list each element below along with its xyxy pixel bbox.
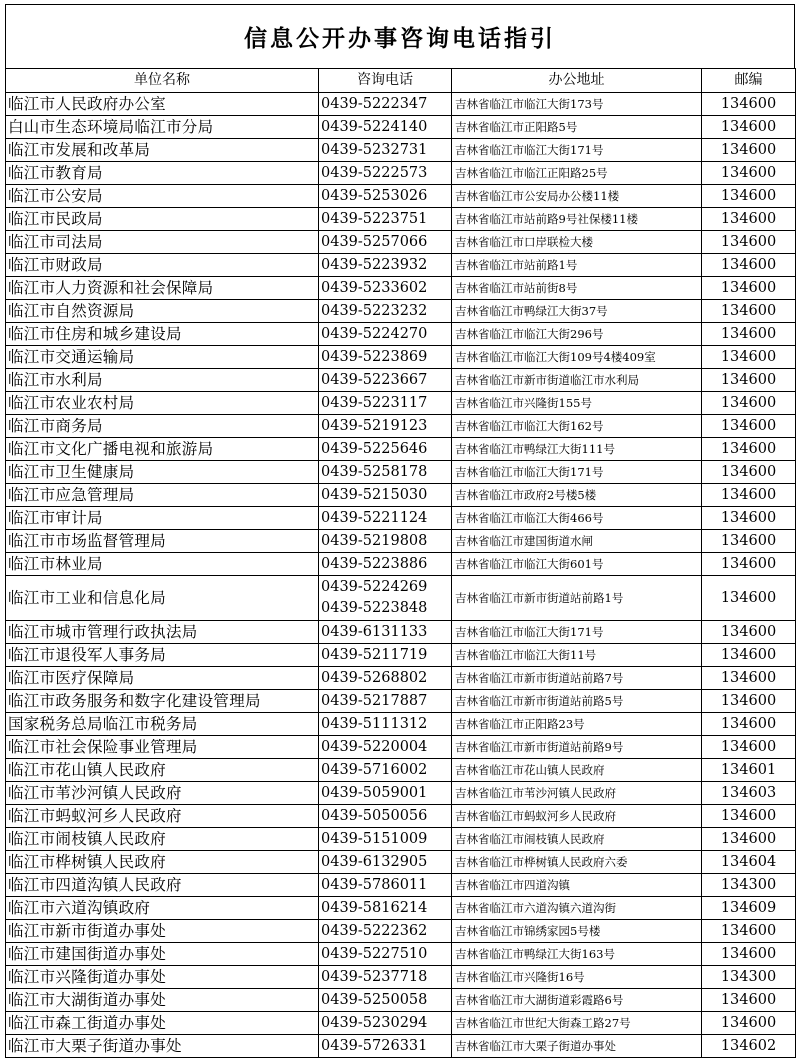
unit-name-cell: 临江市农业农村局 xyxy=(6,392,319,415)
table-row xyxy=(6,805,796,828)
phone-number: 0439-5225646 xyxy=(321,440,428,457)
address-cell: 吉林省临江市兴隆街155号 xyxy=(452,392,702,415)
unit-name-cell: 临江市自然资源局 xyxy=(6,300,319,323)
unit-name-cell: 临江市民政局 xyxy=(6,208,319,231)
table-row xyxy=(6,300,796,323)
table-row xyxy=(6,920,796,943)
zip-cell: 134600 xyxy=(702,943,796,966)
zip-cell: 134600 xyxy=(702,185,796,208)
address-cell: 吉林省临江市鸭绿江大街111号 xyxy=(452,438,702,461)
address-cell: 吉林省临江市苇沙河镇人民政府 xyxy=(452,782,702,805)
phone-number: 0439-5223932 xyxy=(321,256,428,273)
unit-name-cell: 临江市发展和改革局 xyxy=(6,139,319,162)
phone-number: 0439-5059001 xyxy=(321,784,428,801)
address-cell: 吉林省临江市蚂蚁河乡人民政府 xyxy=(452,805,702,828)
phone-number: 0439-5223667 xyxy=(321,371,428,388)
phone-number: 0439-5233602 xyxy=(321,279,428,296)
zip-cell: 134600 xyxy=(702,989,796,1012)
phone-cell xyxy=(319,1012,452,1035)
table-row xyxy=(6,93,796,116)
zip-cell: 134602 xyxy=(702,1035,796,1058)
address-cell: 吉林省临江市新市街道站前路9号 xyxy=(452,736,702,759)
unit-name-cell: 临江市花山镇人民政府 xyxy=(6,759,319,782)
address-cell: 吉林省临江市锦绣家园5号楼 xyxy=(452,920,702,943)
header-address: 办公地址 xyxy=(452,69,702,93)
phone-number: 0439-5227510 xyxy=(321,945,428,962)
unit-name-cell: 临江市商务局 xyxy=(6,415,319,438)
phone-number: 0439-5223869 xyxy=(321,348,428,365)
phone-cell xyxy=(319,759,452,782)
address-cell: 吉林省临江市闹枝镇人民政府 xyxy=(452,828,702,851)
unit-name-cell: 临江市财政局 xyxy=(6,254,319,277)
table-row xyxy=(6,484,796,507)
header-unit-name: 单位名称 xyxy=(6,69,319,93)
zip-cell: 134609 xyxy=(702,897,796,920)
unit-name-cell: 临江市林业局 xyxy=(6,553,319,576)
phone-number: 0439-5050056 xyxy=(321,807,428,824)
phone-number: 0439-5222347 xyxy=(321,95,428,112)
table-row xyxy=(6,277,796,300)
table-row xyxy=(6,759,796,782)
header-zip: 邮编 xyxy=(702,69,796,93)
phone-cell xyxy=(319,415,452,438)
table-row xyxy=(6,874,796,897)
zip-cell: 134600 xyxy=(702,805,796,828)
address-cell: 吉林省临江市鸭绿江大街37号 xyxy=(452,300,702,323)
unit-name-cell: 临江市人民政府办公室 xyxy=(6,93,319,116)
zip-cell: 134300 xyxy=(702,874,796,897)
phone-number: 0439-5219123 xyxy=(321,417,428,434)
phone-cell xyxy=(319,713,452,736)
zip-cell: 134600 xyxy=(702,461,796,484)
phone-cell xyxy=(319,277,452,300)
table-row xyxy=(6,576,796,621)
phone-number: 0439-5253026 xyxy=(321,187,428,204)
zip-cell: 134600 xyxy=(702,1012,796,1035)
phone-cell xyxy=(319,300,452,323)
unit-name-cell: 临江市四道沟镇人民政府 xyxy=(6,874,319,897)
phone-cell xyxy=(319,484,452,507)
phone-number: 0439-5217887 xyxy=(321,692,428,709)
title-box xyxy=(5,4,795,68)
address-cell: 吉林省临江市临江大街162号 xyxy=(452,415,702,438)
zip-cell: 134600 xyxy=(702,713,796,736)
address-cell: 吉林省临江市临江大街466号 xyxy=(452,507,702,530)
unit-name-cell: 临江市新市街道办事处 xyxy=(6,920,319,943)
phone-number: 0439-5224269 xyxy=(321,579,428,595)
table-row xyxy=(6,644,796,667)
table-row xyxy=(6,185,796,208)
table-row xyxy=(6,507,796,530)
address-cell: 吉林省临江市鸭绿江大街163号 xyxy=(452,943,702,966)
zip-cell: 134603 xyxy=(702,782,796,805)
phone-number: 0439-5222573 xyxy=(321,164,428,181)
table-row xyxy=(6,392,796,415)
phone-cell xyxy=(319,966,452,989)
unit-name-cell: 临江市城市管理行政执法局 xyxy=(6,621,319,644)
zip-cell: 134600 xyxy=(702,116,796,139)
phone-number: 0439-5224270 xyxy=(321,325,428,342)
unit-name-cell: 临江市建国街道办事处 xyxy=(6,943,319,966)
unit-name-cell: 临江市市场监督管理局 xyxy=(6,530,319,553)
phone-number: 0439-5223751 xyxy=(321,210,428,227)
unit-name-cell: 临江市交通运输局 xyxy=(6,346,319,369)
address-cell: 吉林省临江市新市街道临江市水利局 xyxy=(452,369,702,392)
phone-cell xyxy=(319,438,452,461)
phone-number: 0439-5219808 xyxy=(321,532,428,549)
phone-cell xyxy=(319,621,452,644)
phone-number: 0439-5258178 xyxy=(321,463,428,480)
phone-cell xyxy=(319,943,452,966)
zip-cell: 134600 xyxy=(702,300,796,323)
unit-name-cell: 临江市政务服务和数字化建设管理局 xyxy=(6,690,319,713)
phone-number: 0439-5222362 xyxy=(321,922,428,939)
unit-name-cell: 临江市闹枝镇人民政府 xyxy=(6,828,319,851)
phone-number: 0439-5250058 xyxy=(321,991,428,1008)
unit-name-cell: 临江市蚂蚁河乡人民政府 xyxy=(6,805,319,828)
phone-number: 0439-5211719 xyxy=(321,646,428,663)
zip-cell: 134600 xyxy=(702,323,796,346)
address-cell: 吉林省临江市公安局办公楼11楼 xyxy=(452,185,702,208)
phone-number: 0439-5215030 xyxy=(321,486,428,503)
zip-cell: 134600 xyxy=(702,667,796,690)
zip-cell: 134600 xyxy=(702,484,796,507)
phone-cell xyxy=(319,690,452,713)
phone-cell xyxy=(319,897,452,920)
address-cell: 吉林省临江市站前路1号 xyxy=(452,254,702,277)
unit-name-cell: 临江市医疗保障局 xyxy=(6,667,319,690)
table-row xyxy=(6,897,796,920)
phone-number: 0439-5223117 xyxy=(321,394,428,411)
header-row xyxy=(6,69,796,93)
table-row xyxy=(6,415,796,438)
unit-name-cell: 临江市桦树镇人民政府 xyxy=(6,851,319,874)
unit-name-cell: 临江市卫生健康局 xyxy=(6,461,319,484)
table-row xyxy=(6,851,796,874)
phone-number: 0439-5151009 xyxy=(321,830,428,847)
zip-cell: 134600 xyxy=(702,507,796,530)
phone-cell xyxy=(319,323,452,346)
phone-cell xyxy=(319,254,452,277)
address-cell: 吉林省临江市临江大街173号 xyxy=(452,93,702,116)
phone-number: 0439-6132905 xyxy=(321,853,428,870)
table-row xyxy=(6,323,796,346)
table-row xyxy=(6,782,796,805)
unit-name-cell: 白山市生态环境局临江市分局 xyxy=(6,116,319,139)
table-row xyxy=(6,254,796,277)
phone-cell xyxy=(319,231,452,254)
zip-cell: 134600 xyxy=(702,621,796,644)
table-row xyxy=(6,690,796,713)
address-cell: 吉林省临江市大湖街道彩霞路6号 xyxy=(452,989,702,1012)
phone-cell xyxy=(319,644,452,667)
zip-cell: 134600 xyxy=(702,415,796,438)
table-row xyxy=(6,966,796,989)
phone-cell xyxy=(319,667,452,690)
table-row xyxy=(6,943,796,966)
table-row xyxy=(6,736,796,759)
phone-number: 0439-5223886 xyxy=(321,555,428,572)
table-row xyxy=(6,553,796,576)
unit-name-cell: 临江市工业和信息化局 xyxy=(6,576,319,621)
phone-number: 0439-5726331 xyxy=(321,1037,428,1054)
table-row xyxy=(6,1035,796,1058)
zip-cell: 134600 xyxy=(702,553,796,576)
phone-number: 0439-5237718 xyxy=(321,968,428,985)
address-cell: 吉林省临江市六道沟镇六道沟街 xyxy=(452,897,702,920)
table-row xyxy=(6,438,796,461)
address-cell: 吉林省临江市建国街道水闸 xyxy=(452,530,702,553)
zip-cell: 134600 xyxy=(702,690,796,713)
phone-number: 0439-5716002 xyxy=(321,761,428,778)
phone-cell xyxy=(319,208,452,231)
address-cell: 吉林省临江市站前路9号社保楼11楼 xyxy=(452,208,702,231)
zip-cell: 134600 xyxy=(702,93,796,116)
address-cell: 吉林省临江市临江大街109号4楼409室 xyxy=(452,346,702,369)
address-cell: 吉林省临江市临江正阳路25号 xyxy=(452,162,702,185)
table-row xyxy=(6,231,796,254)
phone-cell xyxy=(319,1035,452,1058)
unit-name-cell: 临江市教育局 xyxy=(6,162,319,185)
unit-name-cell: 国家税务总局临江市税务局 xyxy=(6,713,319,736)
zip-cell: 134600 xyxy=(702,438,796,461)
unit-name-cell: 临江市退役军人事务局 xyxy=(6,644,319,667)
phone-cell xyxy=(319,553,452,576)
address-cell: 吉林省临江市世纪大街森工路27号 xyxy=(452,1012,702,1035)
unit-name-cell: 临江市水利局 xyxy=(6,369,319,392)
zip-cell: 134600 xyxy=(702,254,796,277)
unit-name-cell: 临江市司法局 xyxy=(6,231,319,254)
zip-cell: 134300 xyxy=(702,966,796,989)
phone-number: 0439-5786011 xyxy=(321,876,428,893)
table-body xyxy=(6,93,796,1058)
zip-cell: 134600 xyxy=(702,530,796,553)
table-row xyxy=(6,621,796,644)
table-row xyxy=(6,989,796,1012)
address-cell: 吉林省临江市口岸联检大楼 xyxy=(452,231,702,254)
unit-name-cell: 临江市审计局 xyxy=(6,507,319,530)
address-cell: 吉林省临江市新市街道站前路7号 xyxy=(452,667,702,690)
table-row xyxy=(6,1012,796,1035)
phone-number: 0439-5232731 xyxy=(321,141,428,158)
address-cell: 吉林省临江市大栗子街道办事处 xyxy=(452,1035,702,1058)
unit-name-cell: 临江市六道沟镇政府 xyxy=(6,897,319,920)
zip-cell: 134600 xyxy=(702,828,796,851)
unit-name-cell: 临江市大湖街道办事处 xyxy=(6,989,319,1012)
address-cell: 吉林省临江市临江大街171号 xyxy=(452,139,702,162)
phone-cell xyxy=(319,507,452,530)
address-cell: 吉林省临江市临江大街171号 xyxy=(452,621,702,644)
table-row xyxy=(6,667,796,690)
phone-cell xyxy=(319,828,452,851)
table-row xyxy=(6,139,796,162)
zip-cell: 134600 xyxy=(702,162,796,185)
zip-cell: 134600 xyxy=(702,139,796,162)
phone-cell xyxy=(319,736,452,759)
address-cell: 吉林省临江市桦树镇人民政府六委 xyxy=(452,851,702,874)
unit-name-cell: 临江市社会保险事业管理局 xyxy=(6,736,319,759)
table-row xyxy=(6,116,796,139)
address-cell: 吉林省临江市临江大街601号 xyxy=(452,553,702,576)
contact-sheet xyxy=(5,4,795,1058)
header-phone: 咨询电话 xyxy=(319,69,452,93)
zip-cell: 134600 xyxy=(702,208,796,231)
phone-cell xyxy=(319,874,452,897)
unit-name-cell: 临江市大栗子街道办事处 xyxy=(6,1035,319,1058)
address-cell: 吉林省临江市政府2号楼5楼 xyxy=(452,484,702,507)
phone-cell xyxy=(319,782,452,805)
phone-cell xyxy=(319,392,452,415)
phone-cell xyxy=(319,346,452,369)
unit-name-cell: 临江市住房和城乡建设局 xyxy=(6,323,319,346)
zip-cell: 134600 xyxy=(702,920,796,943)
table-row xyxy=(6,369,796,392)
table-row xyxy=(6,530,796,553)
address-cell: 吉林省临江市临江大街171号 xyxy=(452,461,702,484)
address-cell: 吉林省临江市正阳路23号 xyxy=(452,713,702,736)
unit-name-cell: 临江市应急管理局 xyxy=(6,484,319,507)
address-cell: 吉林省临江市临江大街11号 xyxy=(452,644,702,667)
phone-number: 0439-5268802 xyxy=(321,669,428,686)
address-cell: 吉林省临江市兴隆街16号 xyxy=(452,966,702,989)
phone-number: 0439-5223848 xyxy=(321,600,428,616)
phone-cell xyxy=(319,185,452,208)
zip-cell: 134600 xyxy=(702,576,796,621)
unit-name-cell: 临江市人力资源和社会保障局 xyxy=(6,277,319,300)
phone-cell xyxy=(319,805,452,828)
address-cell: 吉林省临江市新市街道站前路1号 xyxy=(452,576,702,621)
phone-number: 0439-5257066 xyxy=(321,233,428,250)
phone-cell xyxy=(319,989,452,1012)
phone-cell xyxy=(319,530,452,553)
unit-name-cell: 临江市苇沙河镇人民政府 xyxy=(6,782,319,805)
phone-cell xyxy=(319,851,452,874)
phone-cell xyxy=(319,576,452,621)
zip-cell: 134600 xyxy=(702,644,796,667)
unit-name-cell: 临江市森工街道办事处 xyxy=(6,1012,319,1035)
table-row xyxy=(6,346,796,369)
phone-number: 0439-6131133 xyxy=(321,623,428,640)
phone-number: 0439-5223232 xyxy=(321,302,428,319)
phone-cell xyxy=(319,461,452,484)
unit-name-cell: 临江市公安局 xyxy=(6,185,319,208)
phone-cell xyxy=(319,139,452,162)
table-row xyxy=(6,208,796,231)
address-cell: 吉林省临江市临江大街296号 xyxy=(452,323,702,346)
address-cell: 吉林省临江市正阳路5号 xyxy=(452,116,702,139)
phone-cell xyxy=(319,116,452,139)
table-row xyxy=(6,828,796,851)
address-cell: 吉林省临江市新市街道站前路5号 xyxy=(452,690,702,713)
table-row xyxy=(6,162,796,185)
phone-cell xyxy=(319,93,452,116)
zip-cell: 134600 xyxy=(702,736,796,759)
zip-cell: 134604 xyxy=(702,851,796,874)
phone-number: 0439-5111312 xyxy=(321,715,428,732)
zip-cell: 134601 xyxy=(702,759,796,782)
table-row xyxy=(6,713,796,736)
zip-cell: 134600 xyxy=(702,392,796,415)
phone-cell xyxy=(319,369,452,392)
phone-number: 0439-5220004 xyxy=(321,738,428,755)
table-row xyxy=(6,461,796,484)
zip-cell: 134600 xyxy=(702,369,796,392)
phone-cell xyxy=(319,920,452,943)
phone-number: 0439-5221124 xyxy=(321,509,428,526)
zip-cell: 134600 xyxy=(702,231,796,254)
zip-cell: 134600 xyxy=(702,277,796,300)
phone-cell xyxy=(319,162,452,185)
zip-cell: 134600 xyxy=(702,346,796,369)
phone-number: 0439-5816214 xyxy=(321,899,428,916)
page-title: 信息公开办事咨询电话指引 xyxy=(244,26,556,52)
phone-number: 0439-5224140 xyxy=(321,118,428,135)
address-cell: 吉林省临江市站前街8号 xyxy=(452,277,702,300)
address-cell: 吉林省临江市四道沟镇 xyxy=(452,874,702,897)
unit-name-cell: 临江市兴隆街道办事处 xyxy=(6,966,319,989)
address-cell: 吉林省临江市花山镇人民政府 xyxy=(452,759,702,782)
phone-number: 0439-5230294 xyxy=(321,1014,428,1031)
contact-table xyxy=(5,68,796,1058)
unit-name-cell: 临江市文化广播电视和旅游局 xyxy=(6,438,319,461)
